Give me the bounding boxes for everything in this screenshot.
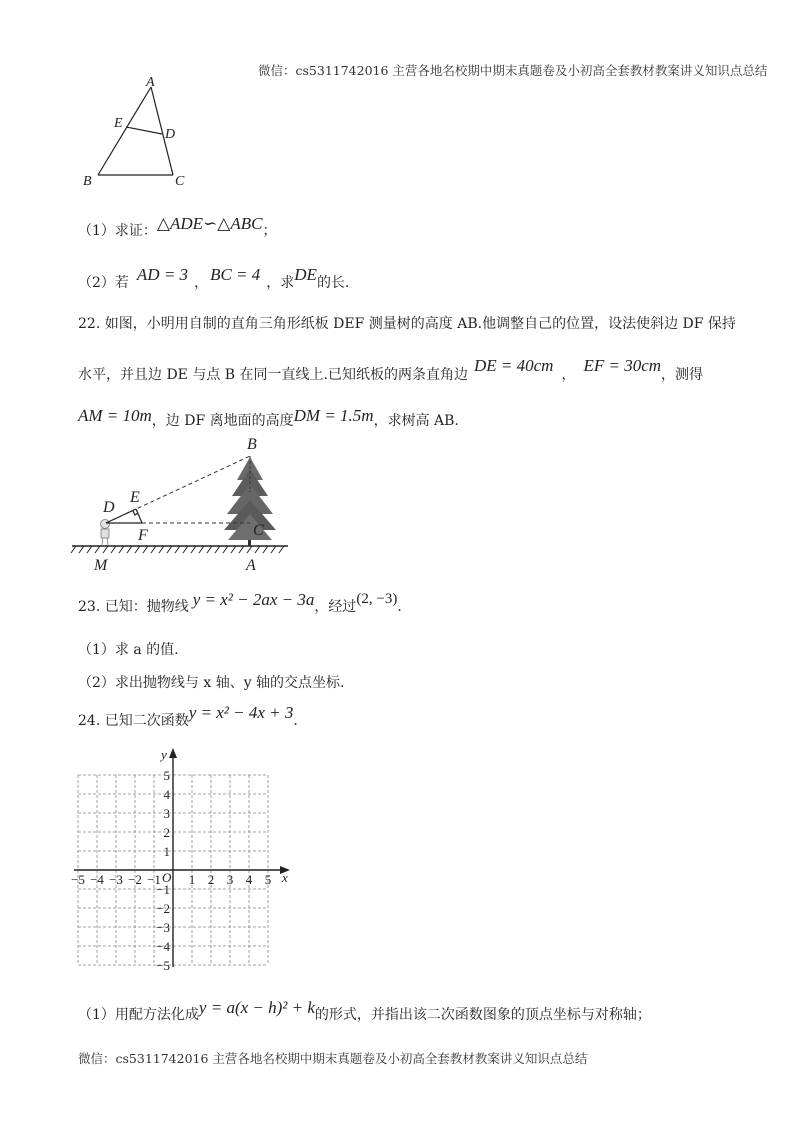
y-tick-label: −5	[156, 958, 170, 970]
label-E2: E	[130, 489, 140, 506]
y-tick-label: 3	[163, 806, 170, 821]
label-A: A	[146, 75, 155, 90]
page-footer: 微信：cs5311742016 主营各地名校期中期末真题卷及小初高全套教材教案讲义知识点总结	[78, 1051, 588, 1066]
q23-part2: （2）求出抛物线与 x 轴、y 轴的交点坐标.	[78, 675, 345, 691]
label-D: D	[165, 127, 176, 142]
q22-line3: AM = 10m，边 DF 离地面的高度DM = 1.5m，求树高 AB.	[78, 406, 459, 429]
y-tick-label: 2	[163, 825, 170, 840]
x-tick-label: 1	[188, 872, 196, 887]
x-axis-label: x	[282, 870, 288, 885]
page-header: 微信：cs5311742016 主营各地名校期中期末真题卷及小初高全套教材教案讲义知识点总结	[258, 63, 768, 78]
x-tick-label: −2	[128, 872, 142, 887]
y-tick-label: −2	[156, 901, 170, 916]
label-B2: B	[247, 436, 257, 453]
q23-stem: 23. 已知：抛物线 y = x² − 2ax − 3a，经过(2, −3).	[78, 590, 402, 615]
x-tick-label: 3	[226, 872, 234, 887]
label-A2: A	[246, 557, 256, 574]
q22-line2: 水平，并且边 DE 与点 B 在同一直线上.已知纸板的两条直角边 DE = 40cm ， EF = 30cm，测得	[78, 356, 704, 383]
y-tick-label: −4	[156, 939, 170, 954]
q21-similar-math: △ADE∽△ABC	[156, 214, 263, 233]
coordinate-grid	[70, 745, 295, 970]
label-M2: M	[94, 557, 108, 574]
y-tick-label: 5	[163, 768, 170, 783]
y-tick-label: 4	[163, 787, 170, 802]
x-tick-label: −3	[109, 872, 123, 887]
y-tick-label: −3	[156, 920, 170, 935]
x-tick-label: 2	[207, 872, 215, 887]
label-F2: F	[138, 527, 148, 544]
x-tick-label: −1	[147, 872, 161, 887]
y-tick-label: 1	[163, 844, 170, 859]
label-E: E	[114, 116, 123, 131]
x-tick-label: 4	[245, 872, 253, 887]
q24-part1: （1）用配方法化成y = a(x − h)² + k的形式，并指出该二次函数图象的顶点坐标与对称轴；	[78, 998, 651, 1023]
q23-part1: （1）求 a 的值.	[78, 642, 179, 658]
x-tick-label: 5	[264, 872, 272, 887]
tree-icon	[224, 457, 276, 546]
q21-part2: （2）若 AD = 3 ， BC = 4 ，求DE的长.	[78, 265, 350, 291]
label-D2: D	[103, 499, 115, 516]
x-tick-label: −4	[90, 872, 104, 887]
y-axis-label: y	[161, 747, 167, 762]
label-C2: C	[253, 522, 264, 539]
q24-stem: 24. 已知二次函数y = x² − 4x + 3.	[78, 703, 298, 729]
x-tick-label: −5	[71, 872, 85, 887]
y-tick-label: −1	[156, 882, 170, 897]
label-B: B	[83, 174, 92, 189]
q21-part1: （1）求证：△ADE∽△ABC；	[78, 214, 277, 239]
triangle-figure	[78, 72, 198, 192]
tree-figure	[70, 432, 295, 574]
q22-line1: 22. 如图，小明用自制的直角三角形纸板 DEF 测量树的高度 AB.他调整自己的位置，设法使斜边 DF 保持	[78, 316, 736, 332]
origin-label: O	[162, 870, 172, 885]
label-C: C	[175, 174, 185, 189]
y-axis-arrow	[169, 748, 177, 758]
